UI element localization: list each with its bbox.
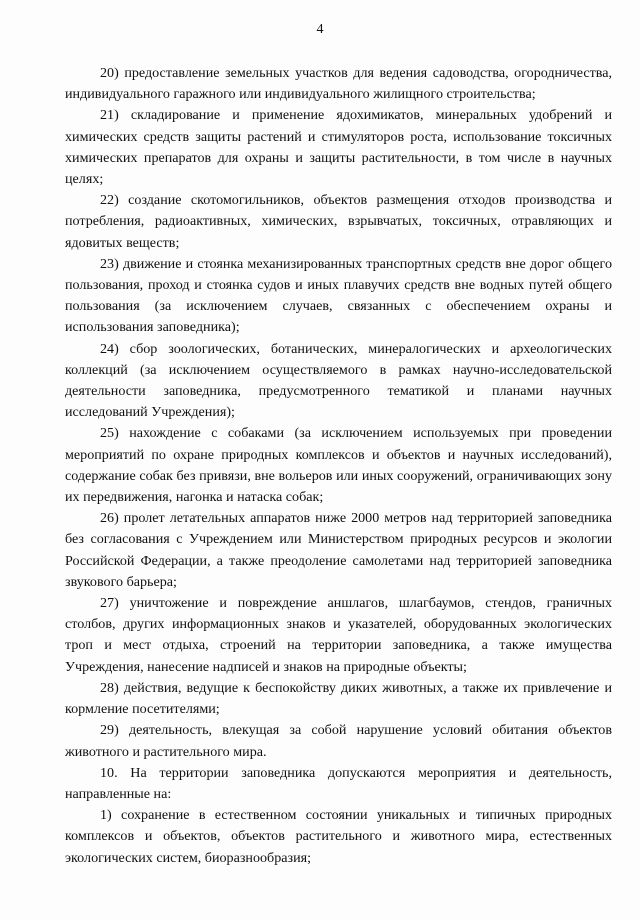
- allowed-item-1: 1) сохранение в естественном состоянии уникальных и типичных природных комплексов и объектов, объектов растительного и животного мира, естественных экологических систем, биоразнообразия;: [65, 807, 612, 866]
- section-10-intro: 10. На территории заповедника допускаются мероприятия и деятельность, направленные на:: [65, 764, 612, 802]
- paragraph-item-27: 27) уничтожение и повреждение аншлагов, шлагбаумов, стендов, граничных столбов, других информационных знаков и указателей, оборудованных экологических троп и мест отдыха, строений на территории заповедника, а также имущества Учреждения, нанесение надписей и знаков на природные объекты;: [65, 595, 612, 675]
- paragraph-item-29: 29) деятельность, влекущая за собой нарушение условий обитания объектов животного и растительного мира.: [65, 722, 612, 760]
- paragraph-item-22: 22) создание скотомогильников, объектов размещения отходов производства и потребления, радиоактивных, химических, взрывчатых, токсичных, отравляющих и ядовитых веществ;: [65, 192, 612, 251]
- paragraph-item-20: 20) предоставление земельных участков для ведения садоводства, огородничества, индивидуального гаражного или индивидуального жилищного строительства;: [65, 65, 612, 103]
- document-body: [65, 63, 612, 869]
- paragraph-item-24: 24) сбор зоологических, ботанических, минералогических и археологических коллекций (за исключением осуществляемого в рамках научно-исследовательской деятельности заповедника, предусмотренного тематикой и планами научных исследований Учреждения);: [65, 340, 612, 421]
- page-number: 4: [316, 22, 324, 37]
- paragraph-item-25: 25) нахождение с собаками (за исключением используемых при проведении мероприятий по охране природных комплексов и объектов и научных исследований), содержание собак без привязи, вне вольеров или иных сооружений, ограничивающих зону их передвижения, нагонка и натаска собак;: [65, 425, 612, 506]
- paragraph-item-21: 21) складирование и применение ядохимикатов, минеральных удобрений и химических средств защиты растений и стимуляторов роста, использование токсичных химических препаратов для охраны и защиты растительности, в том числе в научных целях;: [65, 107, 612, 188]
- paragraph-item-23: 23) движение и стоянка механизированных транспортных средств вне дорог общего пользования, проход и стоянка судов и иных плавучих средств вне водных путей общего пользования (за исключением случаев, связанных с обеспечением охраны и использования заповедника);: [65, 255, 612, 336]
- paragraph-item-28: 28) действия, ведущие к беспокойству диких животных, а также их привлечение и кормление посетителями;: [65, 679, 612, 718]
- paragraph-item-26: 26) пролет летательных аппаратов ниже 2000 метров над территорией заповедника без согласования с Учреждением или Министерством природных ресурсов и экологии Российской Федерации, а также преодоление самолетами над территорией заповедника звукового барьера;: [65, 510, 612, 590]
